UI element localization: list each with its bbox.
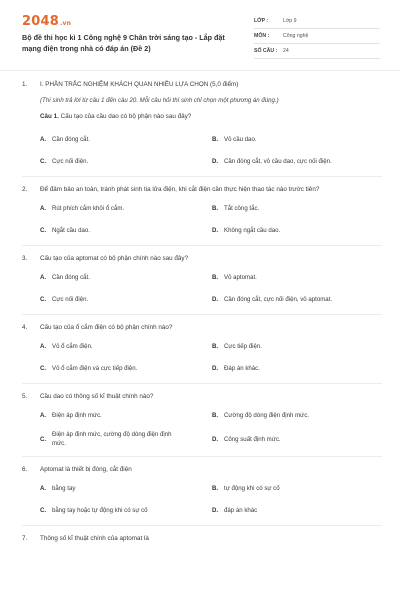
question-number: 7. — [22, 535, 28, 542]
section-title: I. PHẦN TRẮC NGHIỆM KHÁCH QUAN NHIỀU LỰA CHỌN (5,0 điểm) — [40, 81, 239, 88]
document-title: Bộ đề thi học kì 1 Công nghệ 9 Chân trời sáng tạo - Lắp đặt mạng điện trong nhà có đáp án (Đề 2) — [22, 33, 225, 53]
option-text: tự động khi có sự cố — [224, 484, 280, 492]
option-a[interactable] — [40, 128, 212, 150]
meta-value: Lớp 9 — [283, 18, 297, 24]
question-5-options — [40, 404, 378, 452]
option-letter: A. — [40, 273, 47, 281]
option-b[interactable] — [212, 404, 378, 426]
logo-text: 2048 — [22, 14, 59, 29]
option-b[interactable] — [212, 477, 378, 499]
option-a[interactable] — [40, 477, 212, 499]
option-text: Cực nối điện. — [52, 157, 89, 165]
option-text: Cực nối điện. — [52, 295, 89, 303]
question-text: Cấu tạo của cầu dao có bộ phận nào sau đây? — [58, 113, 192, 120]
header-divider — [0, 70, 400, 71]
option-text: Rút phích cắm khỏi ổ cắm. — [52, 204, 125, 212]
page-header — [0, 0, 400, 62]
option-b[interactable] — [212, 197, 378, 219]
option-a[interactable] — [40, 404, 212, 426]
option-letter: C. — [40, 364, 47, 372]
section-instruction: (Thí sinh trả lời từ câu 1 đến câu 20. Mỗi câu hỏi thí sinh chỉ chọn một phương án đúng.) — [40, 97, 279, 104]
meta-value: Công nghệ — [283, 33, 309, 39]
option-text: Cường độ dòng điện định mức. — [224, 411, 309, 419]
question-list — [22, 80, 382, 544]
option-text: Đáp án khác. — [224, 364, 260, 372]
question-6-options — [40, 477, 378, 521]
option-text: đáp án khác — [224, 506, 258, 514]
question-3 — [22, 254, 382, 264]
document-meta — [254, 14, 380, 59]
option-text: Vỏ ổ cắm điện và cực tiếp điện. — [52, 364, 138, 372]
meta-key: MÔN : — [254, 33, 270, 39]
option-b[interactable] — [212, 335, 378, 357]
meta-key: LỚP : — [254, 18, 269, 24]
question-text: Để đảm bảo an toàn, tránh phát sinh tia lửa điện, khi cắt điện cần thực hiện thao tác nào trước tiên? — [40, 186, 320, 193]
option-letter: C. — [40, 435, 47, 443]
option-c[interactable] — [40, 219, 212, 241]
question-divider — [22, 456, 382, 457]
option-letter: A. — [40, 342, 47, 350]
option-letter: D. — [212, 364, 219, 372]
option-letter: B. — [212, 273, 219, 281]
option-letter: A. — [40, 411, 47, 419]
question-divider — [22, 176, 382, 177]
option-letter: D. — [212, 157, 219, 165]
question-3-options — [40, 266, 378, 310]
option-text: Vỏ ổ cắm điện. — [52, 342, 93, 350]
option-text: Vỏ cầu dao. — [224, 135, 257, 143]
option-letter: A. — [40, 135, 47, 143]
question-text: Cầu dao có thông số kĩ thuật chính nào? — [40, 393, 154, 400]
option-d[interactable] — [212, 499, 378, 521]
option-a[interactable] — [40, 266, 212, 288]
question-4 — [22, 323, 382, 333]
option-letter: C. — [40, 157, 47, 165]
question-number: 5. — [22, 393, 28, 400]
option-text: Cần đóng cắt. — [52, 273, 90, 281]
option-letter: B. — [212, 342, 219, 350]
option-text: Cực tiếp điện. — [224, 342, 262, 350]
instruction-row — [22, 96, 382, 106]
option-letter: B. — [212, 204, 219, 212]
option-text: Công suất định mức. — [224, 435, 281, 443]
option-letter: D. — [212, 506, 219, 514]
option-text: Không ngắt cầu dao. — [224, 226, 281, 234]
option-c[interactable] — [40, 150, 212, 172]
question-1-stem — [22, 112, 382, 122]
question-number: 2. — [22, 186, 28, 193]
option-letter: B. — [212, 484, 219, 492]
option-b[interactable] — [212, 266, 378, 288]
meta-key: SỐ CÂU : — [254, 48, 278, 54]
question-divider — [22, 525, 382, 526]
option-text: Cần đóng cắt, cực nối điện, vỏ aptomat. — [224, 295, 333, 303]
option-c[interactable] — [40, 357, 212, 379]
meta-row-count — [254, 44, 380, 59]
option-d[interactable] — [212, 357, 378, 379]
option-d[interactable] — [212, 219, 378, 241]
option-letter: B. — [212, 411, 219, 419]
option-letter: A. — [40, 484, 47, 492]
option-b[interactable] — [212, 128, 378, 150]
option-letter: A. — [40, 204, 47, 212]
question-divider — [22, 245, 382, 246]
question-divider — [22, 314, 382, 315]
question-number: 1. — [22, 81, 28, 88]
question-number: 3. — [22, 255, 28, 262]
question-7 — [22, 534, 382, 544]
option-a[interactable] — [40, 335, 212, 357]
question-5 — [22, 392, 382, 402]
option-c[interactable] — [40, 426, 212, 452]
question-4-options — [40, 335, 378, 379]
option-letter: C. — [40, 506, 47, 514]
question-text: Aptomat là thiết bị đóng, cắt điện — [40, 466, 132, 473]
option-letter: C. — [40, 295, 47, 303]
option-text: Điện áp định mức. — [52, 411, 102, 419]
option-c[interactable] — [40, 288, 212, 310]
meta-row-subject — [254, 29, 380, 44]
option-letter: C. — [40, 226, 47, 234]
question-2-options — [40, 197, 378, 241]
meta-row-class — [254, 14, 380, 29]
meta-value: 24 — [283, 48, 289, 54]
option-a[interactable] — [40, 197, 212, 219]
option-d[interactable] — [212, 426, 378, 452]
option-text: Cần đóng cắt. — [52, 135, 90, 143]
option-text: Tắt công tắc. — [224, 204, 260, 212]
option-text: Điện áp định mức, cường độ dòng điện định mức. — [52, 431, 172, 447]
question-2 — [22, 185, 382, 195]
option-d[interactable] — [212, 288, 378, 310]
option-letter: D. — [212, 435, 219, 443]
option-letter: B. — [212, 135, 219, 143]
option-letter: D. — [212, 226, 219, 234]
question-number: 6. — [22, 466, 28, 473]
question-number: 4. — [22, 324, 28, 331]
question-1 — [22, 80, 382, 90]
option-text: bằng tay — [52, 484, 76, 492]
question-label: Câu 1. — [40, 113, 59, 120]
question-divider — [22, 383, 382, 384]
question-text: Cấu tạo của aptomat có bộ phận chính nào sau đây? — [40, 255, 189, 262]
option-d[interactable] — [212, 150, 378, 172]
option-c[interactable] — [40, 499, 212, 521]
question-text: Cấu tạo của ổ cắm điện có bộ phận chính nào? — [40, 324, 173, 331]
question-text: Thông số kĩ thuật chính của aptomat là — [40, 535, 149, 542]
question-1-options — [40, 128, 378, 172]
option-text: Vỏ aptomat. — [224, 273, 257, 281]
logo-suffix: .vn — [59, 20, 72, 27]
option-letter: D. — [212, 295, 219, 303]
option-text: bằng tay hoặc tự động khi có sự cố — [52, 506, 148, 514]
option-text: Cần đóng cắt, vỏ cầu dao, cực nối điện. — [224, 157, 332, 165]
option-text: Ngắt cầu dao. — [52, 226, 90, 234]
site-logo[interactable] — [22, 14, 71, 29]
question-6 — [22, 465, 382, 475]
